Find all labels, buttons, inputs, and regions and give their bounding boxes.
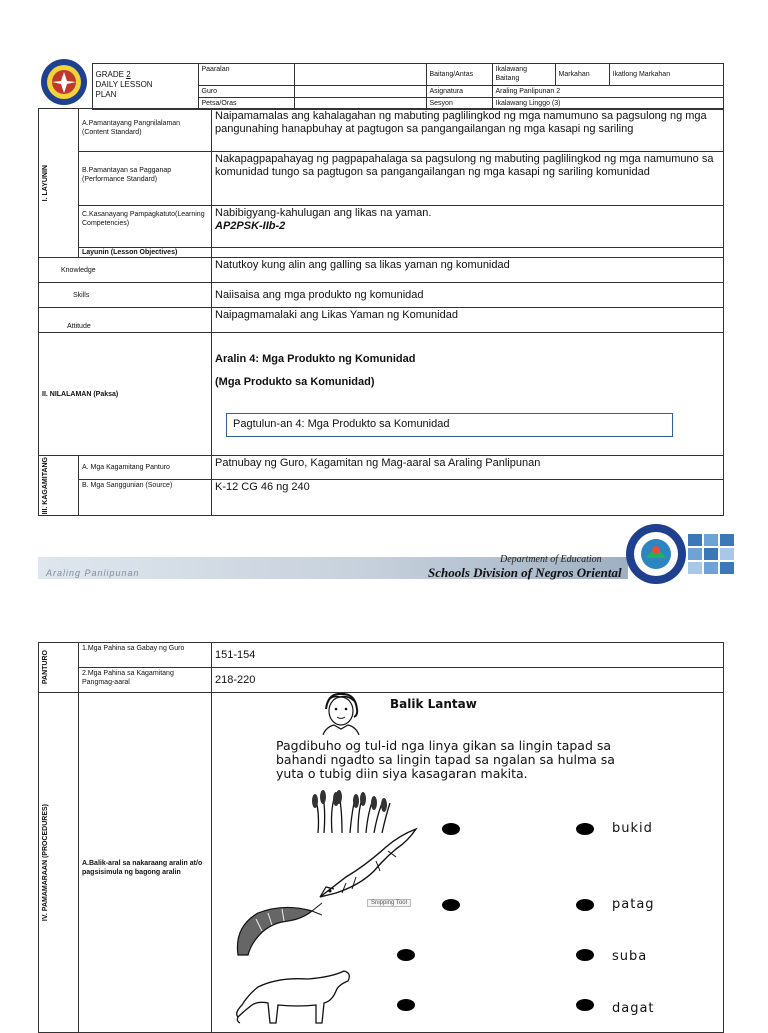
left-dot-3[interactable] (397, 949, 415, 961)
pagtulun-an-box: Pagtulun-an 4: Mga Produkto sa Komunidad (226, 413, 673, 437)
place-label-1: bukid (612, 821, 653, 836)
baitang-value: Ikalawang Baitang (492, 64, 555, 86)
attitude-label: Attitude (39, 308, 212, 333)
place-label-4: dagat (612, 1001, 655, 1016)
banner-division: Schools Division of Negros Oriental (428, 565, 622, 580)
asignatura-label: Asignatura (426, 86, 492, 98)
banner-blue-squares (688, 534, 734, 576)
layunin-section-label: I. LAYUNIN (42, 164, 49, 202)
guro-pages-value: 151-154 (212, 643, 724, 668)
pamamaraan-section-label: IV. PAMAMARAAN (PROCEDURES) (42, 803, 49, 922)
panturo-materials-text: Patnubay ng Guro, Kagamitan ng Mag-aaral sa Araling Panlipunan (212, 456, 724, 480)
balik-aral-label: A.Balik-aral sa nakaraang aralin at/o pagsisimula ng bagong aralin (79, 693, 212, 1033)
crocodile-illustration (316, 827, 418, 899)
child-face-illustration (318, 693, 364, 736)
snipping-tool-label: Snipping Tool (367, 899, 411, 907)
plan-label-1: DAILY LESSON (95, 80, 153, 89)
panturo-materials-label: A. Mga Kagamitang Panturo (79, 456, 212, 480)
markahan-value: Ikatlong Markahan (609, 64, 723, 86)
plan-label-2: PLAN (95, 90, 117, 99)
source-text: K-12 CG 46 ng 240 (212, 480, 724, 516)
skills-label: Skills (39, 283, 212, 308)
kagamitan-section-label: III. KAGAMITANG (42, 457, 49, 515)
lesson-subtitle: (Mga Produkto sa Komunidad) (215, 376, 375, 388)
left-dot-2[interactable] (442, 899, 460, 911)
left-dot-1[interactable] (442, 823, 460, 835)
competencies-text: Nabibigyang-kahulugan ang likas na yaman. (215, 207, 432, 219)
student-pages-label: 2.Mga Pahina sa Kagamitang Pangmag-aaral (79, 668, 212, 693)
knowledge-text: Natutkoy kung alin ang galling sa likas yaman ng komunidad (212, 258, 724, 283)
division-seal-logo (624, 522, 688, 586)
guro-label: Guro (198, 86, 294, 98)
left-dot-4[interactable] (397, 999, 415, 1011)
asignatura-value: Araling Panlipunan 2 (492, 86, 723, 98)
lesson-title: Aralin 4: Mga Produkto ng Komunidad (215, 353, 416, 365)
place-label-3: suba (612, 949, 648, 964)
grade-label: GRADE 2 (95, 70, 131, 79)
content-standard-label: A.Pamantayang Pangnilalaman (Content Standard) (79, 109, 212, 152)
worksheet-instructions: Pagdibuho og tul-id nga linya gikan sa lingin tapad sa bahandi ngadto sa lingin tapad sa ngalan sa hulma sa yuta o tubig diin siya kasagaran makita. (276, 738, 615, 781)
guro-pages-label: 1.Mga Pahina sa Gabay ng Guro (79, 643, 212, 668)
student-pages-value: 218-220 (212, 668, 724, 693)
paaralan-label: Paaralan (198, 64, 294, 86)
shrimp-illustration (232, 901, 322, 957)
carabao-illustration (228, 967, 358, 1025)
nilalaman-label: II. NILALAMAN (Paksa) (39, 333, 212, 456)
knowledge-label: Knowledge (39, 258, 212, 283)
place-label-2: patag (612, 897, 655, 912)
markahan-label: Markahan (555, 64, 609, 86)
header-table (38, 63, 724, 110)
procedures-table (38, 642, 724, 1033)
competencies-cell (212, 206, 724, 248)
petsa-label: Petsa/Oras (198, 98, 294, 110)
banner-dept: Department of Education (500, 554, 602, 565)
skills-text: Naiisaisa ang mga produkto ng komunidad (212, 283, 724, 308)
sesyon-value: Ikalawang Linggo (3) (492, 98, 723, 110)
main-table (38, 108, 724, 516)
attitude-text: Naipagmamalaki ang Likas Yaman ng Komunidad (212, 308, 724, 333)
competencies-label: C.Kasanayang Pampagkatuto(Learning Competencies) (79, 206, 212, 248)
performance-standard-text: Nakapagpapahayag ng pagpapahalaga sa pagsulong ng mabuting paglilingkod ng mga namumuno sa komunidad tungo sa pagtugon sa pangangailangan ng mga kasapi ng sariling komunidad (212, 152, 724, 206)
source-label: B. Mga Sanggunian (Source) (79, 480, 212, 516)
right-dot-3[interactable] (576, 949, 594, 961)
banner-left-text: Araling Panlipunan (46, 568, 140, 578)
performance-standard-label: B.Pamantayan sa Pagganap (Performance Standard) (79, 152, 212, 206)
right-dot-4[interactable] (576, 999, 594, 1011)
baitang-label: Baitang/Antas (426, 64, 492, 86)
objectives-label: Layunin (Lesson Objectives) (79, 248, 212, 258)
right-dot-2[interactable] (576, 899, 594, 911)
panturo-section-label: PANTURO (42, 650, 49, 685)
sesyon-label: Sesyon (426, 98, 492, 110)
right-dot-1[interactable] (576, 823, 594, 835)
content-standard-text: Naipamamalas ang kahalagahan ng mabuting paglilingkod ng mga namumuno sa pagsulong ng mga pangunahing hanapbuhay at pagtugon sa pangangailangan ng mga kasapi ng sariling (212, 109, 724, 152)
worksheet-title: Balik Lantaw (390, 697, 477, 711)
competency-code: AP2PSK-IIb-2 (215, 220, 286, 232)
